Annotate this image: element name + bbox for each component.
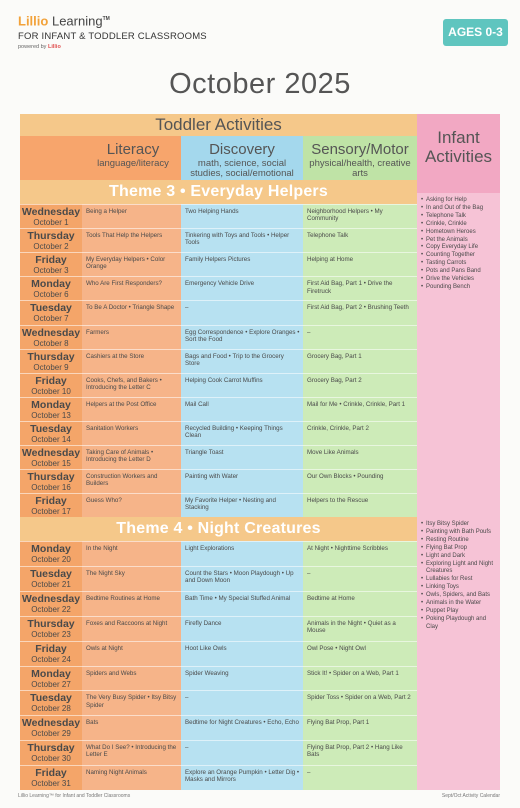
brand-subtitle: FOR INFANT & TODDLER CLASSROOMS (18, 31, 207, 43)
theme-3-discovery-column (181, 204, 303, 517)
discovery-activity-cell: Explore an Orange Pumpkin • Letter Dig • Masks and Mirrors (181, 765, 303, 790)
literacy-activity-cell: Owls at Night (82, 641, 181, 666)
sensory-activity-cell: Grocery Bag, Part 2 (303, 373, 417, 397)
infant-activity-item: • In and Out of the Bag (421, 205, 498, 213)
discovery-activity-cell: Bedtime for Night Creatures • Echo, Echo (181, 715, 303, 740)
day-cell (20, 228, 82, 252)
theme-3-infant-column (417, 193, 500, 517)
discovery-activity-cell: Spider Weaving (181, 666, 303, 691)
infant-activity-item: • Animals in the Water (421, 600, 498, 608)
day-name: Tuesday (30, 302, 72, 315)
day-date: October 14 (31, 434, 71, 444)
day-date: October 2 (33, 242, 69, 252)
brand-name: Lillio Learning™ (18, 13, 110, 29)
sensory-activity-cell: Move Like Animals (303, 445, 417, 469)
discovery-activity-cell: Hoot Like Owls (181, 641, 303, 666)
day-date: October 22 (31, 604, 71, 614)
day-cell (20, 641, 82, 666)
discovery-activity-cell: My Favorite Helper • Nesting and Stacking (181, 493, 303, 517)
day-date: October 17 (31, 507, 71, 517)
infant-activity-item: • Poking Playdough and Clay (421, 616, 498, 632)
day-name: Friday (35, 254, 67, 267)
discovery-activity-cell: – (181, 690, 303, 715)
discovery-activity-cell: Tinkering with Toys and Tools • Helper Tools (181, 228, 303, 252)
day-name: Monday (31, 667, 71, 680)
day-name: Thursday (27, 742, 75, 755)
literacy-activity-cell: Helpers at the Post Office (82, 397, 181, 421)
ages-badge: AGES 0-3 (443, 19, 508, 46)
discovery-activity-cell: Triangle Toast (181, 445, 303, 469)
theme-3-sensory-column (303, 204, 417, 517)
infant-activity-item: • Lullabies for Rest (421, 576, 498, 584)
discovery-activity-cell: Light Explorations (181, 541, 303, 566)
literacy-activity-cell: Cashiers at the Store (82, 349, 181, 373)
discovery-activity-cell: Firefly Dance (181, 616, 303, 641)
discovery-activity-cell: Helping Cook Carrot Muffins (181, 373, 303, 397)
sensory-activity-cell: Flying Bat Prop, Part 1 (303, 715, 417, 740)
literacy-activity-cell: Bedtime Routines at Home (82, 591, 181, 616)
footer-right: Sept/Oct Activity Calendar (441, 793, 500, 799)
discovery-activity-cell: Egg Correspondence • Explore Oranges • Sort the Food (181, 325, 303, 349)
day-date: October 13 (31, 410, 71, 420)
day-cell (20, 765, 82, 790)
day-cell (20, 276, 82, 300)
day-name: Monday (31, 543, 71, 555)
literacy-activity-cell: Spiders and Webs (82, 666, 181, 691)
day-cell (20, 349, 82, 373)
infant-activity-item: • Crinkle, Crinkle (421, 221, 498, 229)
day-cell (20, 469, 82, 493)
literacy-activity-cell: Cooks, Chefs, and Bakers • Introducing the Letter C (82, 373, 181, 397)
sensory-activity-cell: Stick It! • Spider on a Web, Part 1 (303, 666, 417, 691)
day-name: Monday (31, 278, 71, 291)
theme-4-discovery-column (181, 541, 303, 790)
infant-activity-item: • Owls, Spiders, and Bats (421, 592, 498, 600)
literacy-activity-cell: In the Night (82, 541, 181, 566)
infant-activity-item: • Itsy Bitsy Spider (421, 521, 498, 529)
infant-activity-item: • Tasting Carrots (421, 260, 498, 268)
sensory-motor-header: Sensory/Motor physical/health, creative arts (303, 136, 417, 193)
day-name: Friday (35, 767, 67, 780)
literacy-activity-cell: Taking Care of Animals • Introducing the Letter D (82, 445, 181, 469)
day-date: October 20 (31, 555, 71, 564)
sensory-activity-cell: First Aid Bag, Part 1 • Drive the Firetruck (303, 276, 417, 300)
toddler-activities-header: Toddler Activities (20, 114, 417, 136)
day-date: October 10 (31, 386, 71, 396)
literacy-activity-cell: My Everyday Helpers • Color Orange (82, 252, 181, 276)
day-cell (20, 421, 82, 445)
sensory-activity-cell: Owl Pose • Night Owl (303, 641, 417, 666)
day-date: October 15 (31, 459, 71, 468)
sensory-activity-cell: At Night • Nighttime Scribbles (303, 541, 417, 566)
sensory-activity-cell: – (303, 325, 417, 349)
brand-logo (18, 12, 207, 50)
day-date: October 28 (31, 704, 71, 714)
theme-3-day-column (20, 204, 82, 517)
literacy-activity-cell: Naming Night Animals (82, 765, 181, 790)
sensory-activity-cell: Neighborhood Helpers • My Community (303, 204, 417, 228)
day-name: Monday (31, 398, 71, 411)
day-name: Friday (35, 642, 67, 655)
discovery-activity-cell: Recycled Building • Keeping Things Clean (181, 421, 303, 445)
day-date: October 29 (31, 729, 71, 739)
literacy-activity-cell: Tools That Help the Helpers (82, 228, 181, 252)
discovery-activity-cell: – (181, 740, 303, 765)
literacy-activity-cell: What Do I See? • Introducing the Letter E (82, 740, 181, 765)
literacy-activity-cell: Construction Workers and Builders (82, 469, 181, 493)
discovery-activity-cell: – (181, 300, 303, 324)
day-date: October 9 (33, 362, 69, 372)
literacy-activity-cell: Guess Who? (82, 493, 181, 517)
day-cell (20, 566, 82, 591)
infant-activity-item: • Hometown Heroes (421, 229, 498, 237)
discovery-activity-cell: Bath Time • My Special Stuffed Animal (181, 591, 303, 616)
day-cell (20, 373, 82, 397)
day-date: October 21 (31, 579, 71, 589)
discovery-activity-cell: Bags and Food • Trip to the Grocery Store (181, 349, 303, 373)
sensory-activity-cell: Animals in the Night • Quiet as a Mouse (303, 616, 417, 641)
discovery-activity-cell: Two Helping Hands (181, 204, 303, 228)
infant-activity-item: • Telephone Talk (421, 213, 498, 221)
literacy-activity-cell: Who Are First Responders? (82, 276, 181, 300)
discovery-activity-cell: Emergency Vehicle Drive (181, 276, 303, 300)
page-title: October 2025 (169, 68, 351, 100)
powered-logo: Lillio (47, 44, 61, 51)
infant-activities-header: Infant Activities (417, 114, 500, 193)
infant-activity-item: • Light and Dark (421, 553, 498, 561)
brand-powered-by: powered by Lillio (18, 44, 61, 51)
literacy-activity-cell: To Be A Doctor • Triangle Shape (82, 300, 181, 324)
day-cell (20, 325, 82, 349)
infant-activity-item: • Puppet Play (421, 608, 498, 616)
literacy-activity-cell: Farmers (82, 325, 181, 349)
day-date: October 7 (33, 314, 69, 324)
day-cell (20, 493, 82, 517)
literacy-activity-cell: Sanitation Workers (82, 421, 181, 445)
sensory-activity-cell: – (303, 765, 417, 790)
day-name: Friday (35, 374, 67, 387)
literacy-activity-cell: The Night Sky (82, 566, 181, 591)
sensory-activity-cell: Bedtime at Home (303, 591, 417, 616)
day-name: Thursday (27, 471, 75, 484)
infant-activity-item: • Exploring Light and Night Creatures (421, 561, 498, 577)
day-name: Wednesday (21, 717, 81, 730)
infant-activity-item: • Asking for Help (421, 197, 498, 205)
day-name: Wednesday (21, 206, 81, 218)
day-cell (20, 666, 82, 691)
literacy-activity-cell: Being a Helper (82, 204, 181, 228)
day-date: October 31 (31, 779, 71, 789)
day-cell (20, 616, 82, 641)
day-name: Friday (35, 495, 67, 508)
discovery-activity-cell: Count the Stars • Moon Playdough • Up and Down Moon (181, 566, 303, 591)
day-name: Tuesday (30, 567, 72, 580)
infant-activity-item: • Pet the Animals (421, 237, 498, 245)
discovery-activity-cell: Family Helpers Pictures (181, 252, 303, 276)
day-name: Thursday (27, 617, 75, 630)
day-cell (20, 541, 82, 566)
day-name: Thursday (27, 230, 75, 243)
sensory-activity-cell: – (303, 566, 417, 591)
theme-4-banner: Theme 4 • Night Creatures (20, 517, 417, 541)
day-date: October 1 (33, 218, 69, 227)
day-date: October 30 (31, 754, 71, 764)
theme-4-literacy-column (82, 541, 181, 790)
day-date: October 27 (31, 679, 71, 689)
infant-activity-item: • Pots and Pans Band (421, 268, 498, 276)
day-date: October 24 (31, 654, 71, 664)
theme-3-literacy-column (82, 204, 181, 517)
infant-activity-item: • Pounding Bench (421, 284, 498, 292)
infant-activity-item: • Resting Routine (421, 537, 498, 545)
sensory-activity-cell: Grocery Bag, Part 1 (303, 349, 417, 373)
day-cell (20, 740, 82, 765)
literacy-activity-cell: Foxes and Raccoons at Night (82, 616, 181, 641)
day-name: Thursday (27, 350, 75, 363)
day-cell (20, 252, 82, 276)
activity-calendar-grid (20, 114, 500, 790)
sensory-activity-cell: First Aid Bag, Part 2 • Brushing Teeth (303, 300, 417, 324)
day-date: October 6 (33, 290, 69, 300)
day-name: Wednesday (21, 326, 81, 339)
infant-activity-item: • Linking Toys (421, 584, 498, 592)
day-name: Wednesday (21, 592, 81, 605)
day-cell (20, 204, 82, 228)
theme-4-infant-column (417, 517, 500, 790)
theme-3-banner: Theme 3 • Everyday Helpers (20, 180, 417, 204)
infant-activity-item: • Flying Bat Prop (421, 545, 498, 553)
day-cell (20, 300, 82, 324)
sensory-activity-cell: Our Own Blocks • Pounding (303, 469, 417, 493)
sensory-activity-cell: Helpers to the Rescue (303, 493, 417, 517)
theme-4-sensory-column (303, 541, 417, 790)
literacy-header: Literacy language/literacy (20, 136, 181, 193)
discovery-activity-cell: Mail Call (181, 397, 303, 421)
discovery-header: Discovery math, science, social studies, social/emotional (181, 136, 303, 193)
infant-activity-item: • Drive the Vehicles (421, 276, 498, 284)
day-cell (20, 591, 82, 616)
day-date: October 3 (33, 266, 69, 276)
sensory-activity-cell: Spider Toss • Spider on a Web, Part 2 (303, 690, 417, 715)
sensory-activity-cell: Flying Bat Prop, Part 2 • Hang Like Bats (303, 740, 417, 765)
theme-4-infant-list (417, 517, 500, 632)
theme-4-day-column (20, 541, 82, 790)
day-date: October 8 (33, 338, 69, 348)
day-date: October 16 (31, 483, 71, 493)
day-name: Wednesday (21, 447, 81, 459)
day-cell (20, 715, 82, 740)
day-name: Tuesday (30, 422, 72, 435)
day-cell (20, 397, 82, 421)
sensory-activity-cell: Mail for Me • Crinkle, Crinkle, Part 1 (303, 397, 417, 421)
literacy-activity-cell: Bats (82, 715, 181, 740)
theme-3-infant-list (417, 193, 500, 292)
day-name: Tuesday (30, 692, 72, 705)
day-cell (20, 690, 82, 715)
sensory-activity-cell: Telephone Talk (303, 228, 417, 252)
sensory-activity-cell: Crinkle, Crinkle, Part 2 (303, 421, 417, 445)
infant-activity-item: • Painting with Bath Poufs (421, 529, 498, 537)
discovery-activity-cell: Painting with Water (181, 469, 303, 493)
infant-activity-item: • Counting Together (421, 252, 498, 260)
infant-activity-item: • Copy Everyday Life (421, 244, 498, 252)
day-date: October 23 (31, 629, 71, 639)
footer-left: Lillio Learning™ for Infant and Toddler Classrooms (18, 793, 131, 799)
literacy-activity-cell: The Very Busy Spider • Itsy Bitsy Spider (82, 690, 181, 715)
day-cell (20, 445, 82, 469)
sensory-activity-cell: Helping at Home (303, 252, 417, 276)
